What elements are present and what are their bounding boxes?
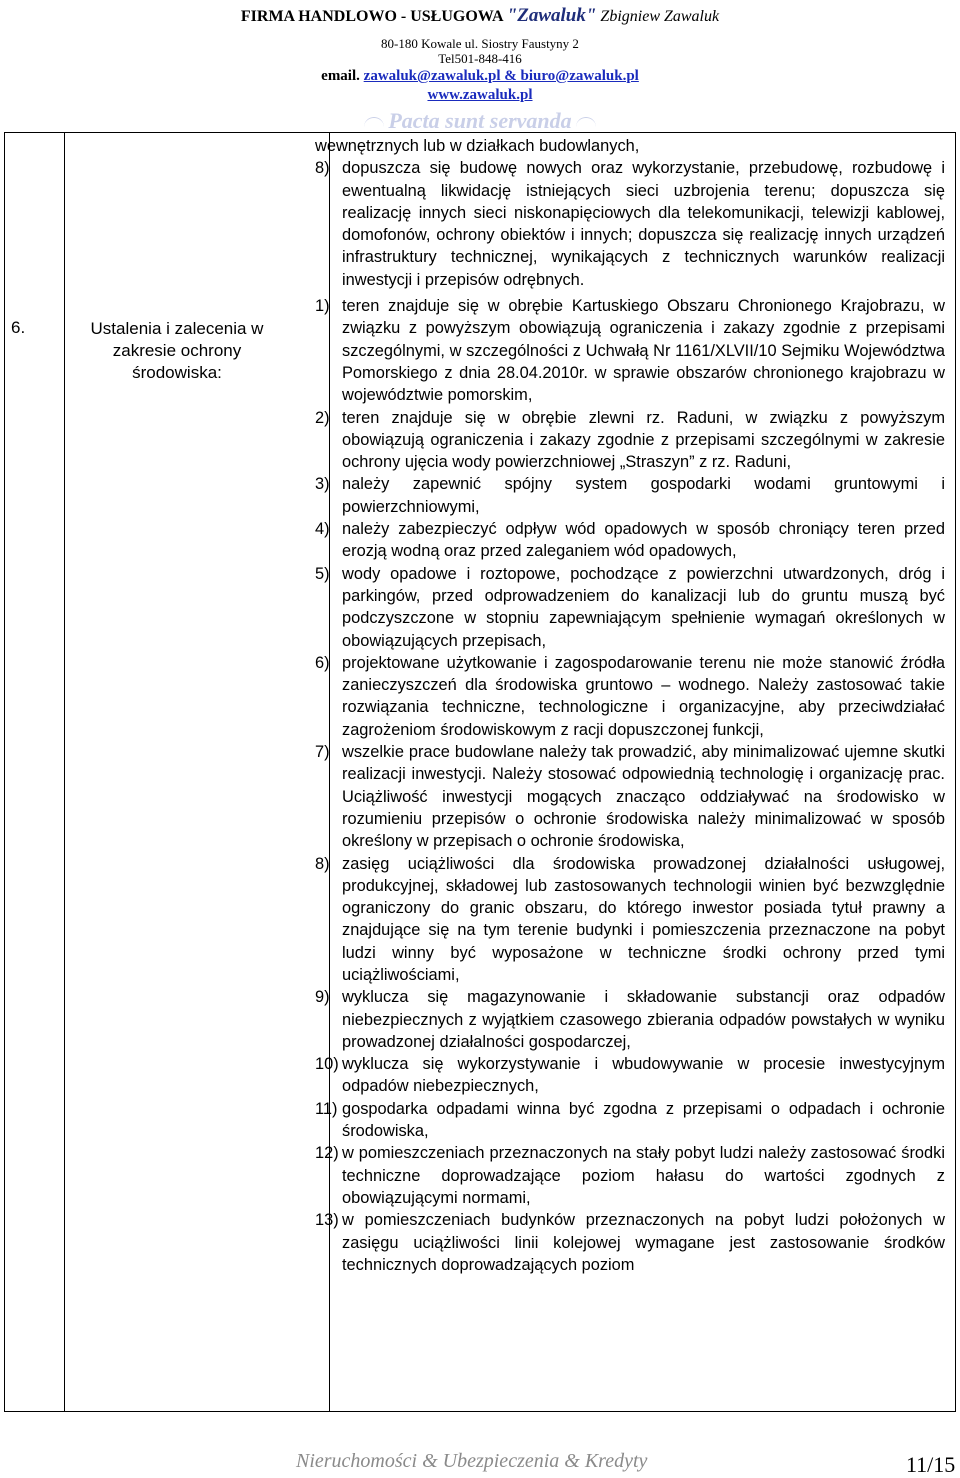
list-item-text: teren znajduje się w obrębie Kartuskiego Obszaru Chronionego Krajobrazu, w związku z powyższym obowiązują ograniczenia i zakazy zgodnie z przepisami szczególnymi, w szczególności z Uchwałą Nr 1161/XLVII/10 Sejmiku Województwa Pomorskiego z dnia 28.04.2010r. w sprawie obszarów chronionego krajobrazu w województwie pomorskim, <box>342 297 945 405</box>
motto-text: Pacta sunt servanda <box>388 108 572 133</box>
list-item-number: 7) <box>315 743 330 762</box>
list-item <box>315 652 945 741</box>
section-number: 6. <box>11 318 26 337</box>
list-item-text: należy zabezpieczyć odpływ wód opadowych w sposób chroniący teren przed erozją wodną oraz przed zaleganiem wód opadowych, <box>342 520 945 561</box>
list-item-number: 11) <box>315 1099 338 1118</box>
list-item <box>315 473 945 518</box>
list-item-number: 8) <box>315 159 330 178</box>
list-item <box>315 1098 945 1143</box>
list-item <box>315 407 945 474</box>
list-item-number: 4) <box>315 520 330 539</box>
list-item-text: wyklucza się wykorzystywanie i wbudowywanie w procesie inwestycyjnym odpadów niebezpiecznych, <box>342 1055 945 1096</box>
flourish-left <box>364 117 384 128</box>
company-email-line <box>0 68 960 85</box>
list-item-text: gospodarka odpadami winna być zgodna z przepisami o odpadach i ochronie środowiska, <box>342 1099 945 1141</box>
list-item-number: 12) <box>315 1144 339 1163</box>
company-address: 80-180 Kowale ul. Siostry Faustyny 2 <box>381 36 579 51</box>
list-item-text: wyklucza się magazynowanie i składowanie substancji oraz odpadów niebezpiecznych z wyjątkiem czasowego zbierania odpadów powstałych w wyniku prowadzonej działalności gospodarczej, <box>342 988 945 1051</box>
list-item-text: należy zapewnić spójny system gospodarki wodami gruntowymi i powierzchniowymi, <box>342 475 945 516</box>
firm-name: FIRMA HANDLOWO - USŁUGOWA <box>240 8 503 25</box>
list-item-text: w pomieszczeniach budynków przeznaczonych na pobyt ludzi położonych w zasięgu uciążliwości linii kolejowej wymagane jest zastosowanie środków technicznych doprowadzających poziom <box>342 1211 945 1274</box>
owner-name: Zbigniew Zawaluk <box>600 8 720 25</box>
list-item-number: 13) <box>315 1211 339 1230</box>
list-item-number: 3) <box>315 475 330 494</box>
list-item-number: 5) <box>315 564 330 583</box>
flourish-right <box>576 117 596 128</box>
section-content <box>315 135 945 1276</box>
list-item-number: 2) <box>315 408 330 427</box>
website-link[interactable]: www.zawaluk.pl <box>427 87 533 103</box>
list-item <box>315 986 945 1053</box>
list-item <box>315 853 945 987</box>
list-item-text: dopuszcza się budowę nowych oraz wykorzystanie, przebudowę, rozbudowę i ewentualną likwidację istniejących sieci uzbrojenia terenu; dopuszcza się realizację innych sieci niskonapięciowych dla telekomunikacji, telewizji kablowej, domofonów, ochrony obiektów i innych; dopuszcza się realizację innych urządzeń infrastruktury technicznej, wynikających z technicznych warunków realizacji inwestycji i przepisów odrębnych. <box>342 159 945 289</box>
list-item <box>315 295 945 406</box>
footer-tagline: Nieruchomości & Ubezpieczenia & Kredyty <box>296 1450 648 1472</box>
list-item <box>315 741 945 852</box>
company-website-line <box>0 87 960 104</box>
list-item <box>315 1142 945 1209</box>
list-item-number: 9) <box>315 988 330 1007</box>
list-item <box>315 518 945 563</box>
section-label: Ustalenia i zalecenia w zakresie ochrony środowiska: <box>90 319 264 382</box>
list-item <box>315 157 945 291</box>
list-item-text: zasięg uciążliwości dla środowiska prowadzonej działalności usługowej, produkcyjnej, składowej lub zastosowanych technologii winien być bezwzględnie ograniczony do granic obszaru, do którego inwestor posiada tytuł prawny a znajdujące się na tym terenie budynki i pomieszczenia przeznaczone na pobyt ludzi winny być wyposażone w techniczne środki ochrony przed tymi uciążliwościami, <box>342 854 945 984</box>
list-item-text: w pomieszczeniach przeznaczonych na stały pobyt ludzi należy zastosować środki techniczne doprowadzające poziom hałasu do wartości zgodnych z obowiązującymi normami, <box>342 1144 945 1207</box>
page-number: 11/15 <box>906 1452 956 1477</box>
list-item-text: teren znajduje się w obrębie zlewni rz. Raduni, w związku z powyższym obowiązują ograniczenia i zakazy zgodnie z przepisami szczególnymi w zakresie ochrony ujęcia wody powierzchniowej „Straszyn” z rz. Raduni, <box>342 408 945 472</box>
list-item <box>315 1053 945 1098</box>
email-label: email. <box>321 68 360 84</box>
email-link[interactable]: zawaluk@zawaluk.pl & biuro@zawaluk.pl <box>363 68 639 84</box>
motto <box>0 108 960 134</box>
list-item <box>315 1209 945 1276</box>
list-item-number: 10) <box>315 1055 339 1074</box>
list-item-number: 1) <box>315 297 330 316</box>
continued-line: wewnętrznych lub w działkach budowlanych, <box>315 137 640 155</box>
company-phone: Tel501-848-416 <box>438 51 522 66</box>
list-item <box>315 563 945 652</box>
list-item-text: wody opadowe i roztopowe, pochodzące z powierzchni utwardzonych, dróg i parkingów, przed odprowadzeniem do kanalizacji lub do gruntu muszą być podczyszczone w stopniu zapewniającym spełnienie wymagań określonych w obowiązujących przepisach, <box>342 564 945 650</box>
list-item-text: projektowane użytkowanie i zagospodarowanie terenu nie może stanowić źródła zanieczyszczeń dla środowiska gruntowo – wodnego. Należy zastosować takie rozwiązania techniczne, technologiczne i organizacyjne, aby przeciwdziałać zagrożeniom środowiskowym z racji dopuszczonej funkcji, <box>342 653 945 739</box>
company-name-line <box>0 6 960 27</box>
list-item-number: 8) <box>315 854 330 873</box>
list-item-number: 6) <box>315 653 330 672</box>
list-item-text: wszelkie prace budowlane należy tak prowadzić, aby minimalizować ujemne skutki realizacji inwestycji. Należy stosować odpowiednią technologię i organizację prac. Uciążliwość inwestycji mogących znacząco oddziaływać na środowisko w rozumieniu przepisów o ochronie środowiska należy minimalizować w sposób określony w przepisach o ochronie środowiska, <box>342 743 945 851</box>
brand-name: "Zawaluk" <box>506 5 597 26</box>
